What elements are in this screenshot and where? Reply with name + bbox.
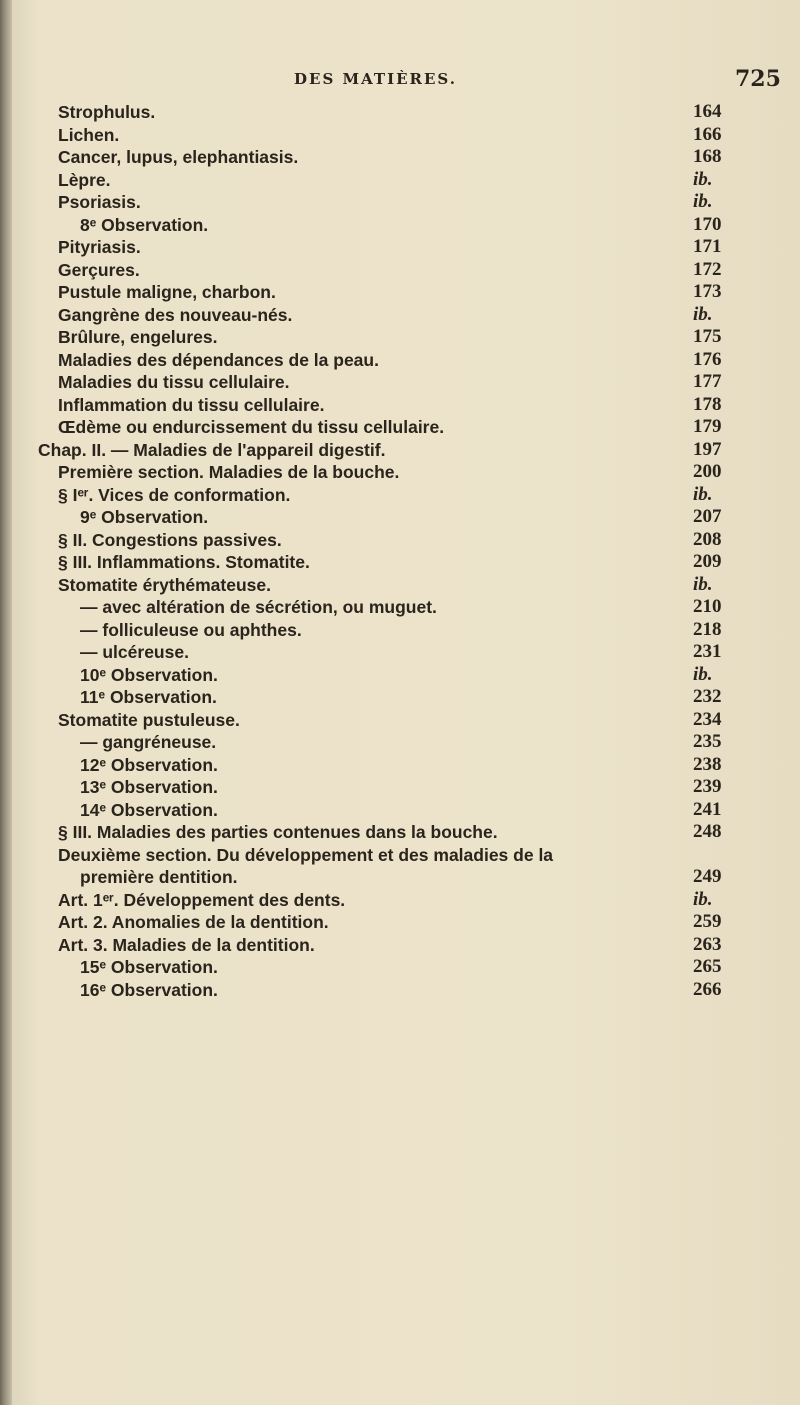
toc-entry-page: 231 xyxy=(693,641,722,662)
toc-entry xyxy=(58,799,753,822)
toc-entry xyxy=(58,956,753,979)
toc-entry-page: 263 xyxy=(693,933,722,955)
toc-entry-page: 172 xyxy=(693,258,722,280)
toc-entry xyxy=(58,754,753,777)
toc-entry xyxy=(58,214,753,237)
toc-entry-page: 179 xyxy=(693,416,722,437)
toc-entry-page: 259 xyxy=(693,911,722,932)
toc-entry-label: Maladies du tissu cellulaire. xyxy=(58,372,290,392)
toc-entry-label: Art. 1ᵉʳ. Développement des dents. xyxy=(58,889,346,910)
toc-entry-page: 218 xyxy=(693,618,722,640)
toc-entry xyxy=(58,574,753,597)
toc-entry xyxy=(58,259,753,282)
toc-entry xyxy=(58,551,753,574)
toc-entry xyxy=(58,236,753,259)
toc-entry-page: 171 xyxy=(693,236,722,257)
toc-entry-page: 178 xyxy=(693,393,722,415)
toc-entry-page: ib. xyxy=(693,888,713,910)
toc-entry xyxy=(58,506,753,529)
toc-entry-page: 166 xyxy=(693,123,722,145)
toc-entry-page: ib. xyxy=(693,168,713,190)
toc-entry xyxy=(58,979,753,1002)
toc-entry-page: 173 xyxy=(693,281,722,302)
toc-entry-label: Chap. II. — Maladies de l'appareil digestif. xyxy=(38,439,386,460)
toc-entry xyxy=(58,596,753,619)
toc-entry-label: Inflammation du tissu cellulaire. xyxy=(58,394,325,415)
toc-entry xyxy=(58,484,753,507)
toc-entry-label: Première section. Maladies de la bouche. xyxy=(58,462,400,482)
toc-entry-page: 175 xyxy=(693,326,722,347)
toc-entry xyxy=(58,844,753,889)
toc-entry-label: Lichen. xyxy=(58,124,120,145)
toc-entry-label: Psoriasis. xyxy=(58,192,141,212)
toc-entry-page: 235 xyxy=(693,731,722,752)
toc-entry xyxy=(58,776,753,799)
book-spine-shadow xyxy=(0,0,12,1405)
toc-entry-page: ib. xyxy=(693,303,713,325)
toc-entry-label: 15ᵉ Observation. xyxy=(80,957,218,977)
toc-entry-label-continuation: première dentition. xyxy=(80,867,238,887)
toc-entry xyxy=(58,889,753,912)
toc-entry-label: — ulcéreuse. xyxy=(80,642,189,662)
toc-entry xyxy=(58,349,753,372)
toc-entry-page: ib. xyxy=(693,663,713,685)
toc-entry-label: Gangrène des nouveau-nés. xyxy=(58,304,293,325)
toc-entry xyxy=(58,686,753,709)
toc-entry-label-line: Deuxième section. Du développement et des maladies de la xyxy=(58,844,554,865)
toc-entry-label: Gerçures. xyxy=(58,259,140,280)
toc-entry-page: ib. xyxy=(693,483,713,505)
toc-entry-page: 249 xyxy=(693,866,722,887)
toc-entry-label: 8ᵉ Observation. xyxy=(80,214,209,235)
toc-entry xyxy=(58,146,753,169)
toc-entry-page: 232 xyxy=(693,686,722,707)
toc-entry-page: 238 xyxy=(693,753,722,775)
toc-entry-page: 210 xyxy=(693,596,722,617)
toc-entry-label: Cancer, lupus, elephantiasis. xyxy=(58,147,299,167)
toc-entry-label: § Iᵉʳ. Vices de conformation. xyxy=(58,484,291,505)
toc-entry xyxy=(58,731,753,754)
toc-entry-label: Art. 3. Maladies de la dentition. xyxy=(58,934,315,955)
toc-entry xyxy=(58,169,753,192)
toc-entry xyxy=(58,394,753,417)
toc-entry-label xyxy=(58,844,658,889)
toc-entry-label: Maladies des dépendances de la peau. xyxy=(58,349,379,370)
page-header: DES MATIÈRES. xyxy=(294,70,457,88)
toc-entry xyxy=(58,709,753,732)
toc-entry-label: Art. 2. Anomalies de la dentition. xyxy=(58,912,329,932)
toc-entry xyxy=(58,664,753,687)
toc-entry-label: Strophulus. xyxy=(58,102,156,122)
toc-entry-page: 234 xyxy=(693,708,722,730)
toc-entry xyxy=(58,191,753,214)
toc-entry-label: Brûlure, engelures. xyxy=(58,327,218,347)
toc-entry-label: Pustule maligne, charbon. xyxy=(58,282,276,302)
toc-entry-label: § II. Congestions passives. xyxy=(58,529,282,550)
toc-entry xyxy=(58,371,753,394)
table-of-contents xyxy=(38,101,753,1001)
toc-entry-page: ib. xyxy=(693,573,713,595)
toc-entry-page: 177 xyxy=(693,371,722,392)
toc-entry-page: 200 xyxy=(693,461,722,482)
toc-entry-page: 168 xyxy=(693,146,722,167)
toc-entry xyxy=(58,821,753,844)
toc-entry-page: 209 xyxy=(693,551,722,572)
toc-entry xyxy=(58,326,753,349)
toc-entry-page: 176 xyxy=(693,348,722,370)
toc-entry-label: 16ᵉ Observation. xyxy=(80,979,218,1000)
toc-entry xyxy=(38,438,753,462)
toc-entry-label: Lèpre. xyxy=(58,169,111,190)
toc-entry xyxy=(58,281,753,304)
toc-entry xyxy=(58,304,753,327)
toc-entry-page: 197 xyxy=(693,438,722,460)
toc-entry-label: 12ᵉ Observation. xyxy=(80,754,218,775)
toc-entry xyxy=(58,101,753,124)
page-number: 725 xyxy=(735,66,781,92)
toc-entry xyxy=(58,619,753,642)
toc-entry-label: Œdème ou endurcissement du tissu cellulaire. xyxy=(58,417,445,437)
toc-entry xyxy=(58,124,753,147)
toc-entry xyxy=(58,461,753,484)
toc-entry xyxy=(58,529,753,552)
toc-entry-page: 266 xyxy=(693,978,722,1000)
toc-entry-page: 164 xyxy=(693,101,722,122)
toc-entry-page: 239 xyxy=(693,776,722,797)
toc-entry-label: § III. Inflammations. Stomatite. xyxy=(58,552,310,572)
toc-entry-label: Stomatite érythémateuse. xyxy=(58,574,271,595)
toc-entry-page: 170 xyxy=(693,213,722,235)
toc-entry xyxy=(58,641,753,664)
toc-entry-page: 248 xyxy=(693,821,722,842)
toc-entry-page: 208 xyxy=(693,528,722,550)
toc-entry-page: ib. xyxy=(693,191,713,212)
toc-entry xyxy=(58,934,753,957)
toc-entry-label: 9ᵉ Observation. xyxy=(80,507,209,527)
toc-entry xyxy=(58,911,753,934)
toc-entry-page: 241 xyxy=(693,798,722,820)
toc-entry-label: — folliculeuse ou aphthes. xyxy=(80,619,302,640)
toc-entry-page: 265 xyxy=(693,956,722,977)
toc-entry-label: 11ᵉ Observation. xyxy=(80,687,217,707)
toc-entry-label: 14ᵉ Observation. xyxy=(80,799,218,820)
toc-entry-label: 10ᵉ Observation. xyxy=(80,664,218,685)
toc-entry-label: — avec altération de sécrétion, ou muguet. xyxy=(80,597,437,617)
toc-entry xyxy=(58,416,753,439)
toc-entry-label: 13ᵉ Observation. xyxy=(80,777,218,797)
toc-entry-page: 207 xyxy=(693,506,722,527)
toc-entry-label: § III. Maladies des parties contenues dans la bouche. xyxy=(58,822,498,842)
toc-entry-label: Pityriasis. xyxy=(58,237,141,257)
toc-entry-label: — gangréneuse. xyxy=(80,732,217,752)
toc-entry-label: Stomatite pustuleuse. xyxy=(58,709,240,730)
